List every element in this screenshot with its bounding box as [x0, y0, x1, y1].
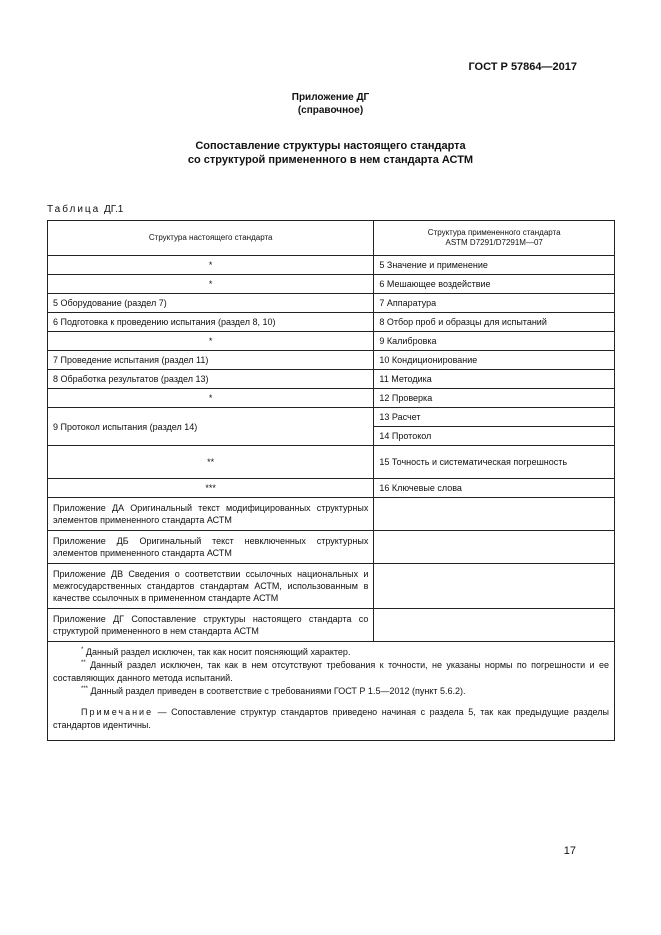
cell-left: 6 Подготовка к проведению испытания (раздел 8, 10): [48, 313, 374, 332]
cell-left: 9 Протокол испытания (раздел 14): [48, 408, 374, 446]
document-code: ГОСТ Р 57864—2017: [468, 61, 577, 73]
table-caption-label: Таблица: [47, 204, 101, 215]
table-notes-row: [48, 642, 615, 741]
table-caption-number: ДГ.1: [104, 204, 124, 215]
annex-title: [0, 140, 661, 167]
footnote-text: Данный раздел исключен, так как носит поясняющий характер.: [85, 647, 351, 657]
header-right-line-1: Структура примененного стандарта: [427, 228, 561, 237]
table-row: [48, 389, 615, 408]
cell-left: 7 Проведение испытания (раздел 11): [48, 351, 374, 370]
cell-right: 5 Значение и применение: [374, 256, 615, 275]
cell-left: Приложение ДВ Сведения о соответствии ссылочных национальных и межгосударственных стандартов стандартам АСТМ, использованным в качестве ссылочных в примененном стандарте АСТМ: [48, 564, 374, 609]
cell-left: *: [48, 332, 374, 351]
annex-title-line-1: Сопоставление структуры настоящего стандарта: [195, 140, 466, 152]
footnote: [53, 659, 609, 685]
cell-right: 6 Мешающее воздействие: [374, 275, 615, 294]
table-row: [48, 370, 615, 389]
annex-title-line-2: со структурой примененного в нем стандарта АСТМ: [187, 153, 474, 166]
table-row: [48, 294, 615, 313]
table-row: [48, 446, 615, 479]
annex-heading: [0, 91, 661, 117]
footnote-text: Данный раздел приведен в соответствие с требованиями ГОСТ Р 1.5—2012 (пункт 5.6.2).: [90, 686, 466, 696]
header-cell-left: Структура настоящего стандарта: [48, 221, 374, 256]
footnote: [53, 685, 609, 698]
table-row: [48, 479, 615, 498]
note-label: Примечание: [81, 707, 154, 717]
cell-left: *: [48, 389, 374, 408]
cell-right: 7 Аппаратура: [374, 294, 615, 313]
table-row: [48, 564, 615, 609]
cell-left: Приложение ДА Оригинальный текст модифицированных структурных элементов примененного стандарта АСТМ: [48, 498, 374, 531]
annex-status: (справочное): [297, 105, 364, 116]
cell-right: [374, 498, 615, 531]
cell-left: Приложение ДБ Оригинальный текст невключенных структурных элементов примененного стандарта АСТМ: [48, 531, 374, 564]
cell-right: [374, 564, 615, 609]
table-note: [53, 706, 609, 732]
table-row: [48, 609, 615, 642]
header-right-line-2: ASTM D7291/D7291M—07: [445, 238, 543, 247]
table-notes: [48, 642, 615, 741]
cell-left: 8 Обработка результатов (раздел 13): [48, 370, 374, 389]
table-row: [48, 275, 615, 294]
table-row: [48, 332, 615, 351]
cell-left: **: [48, 446, 374, 479]
table-row: [48, 256, 615, 275]
cell-right: 15 Точность и систематическая погрешность: [374, 446, 615, 479]
table-row: [48, 498, 615, 531]
cell-left: Приложение ДГ Сопоставление структуры настоящего стандарта со структурой примененного в нем стандарта АСТМ: [48, 609, 374, 642]
structure-comparison-table: [47, 220, 615, 741]
table-row: [48, 313, 615, 332]
cell-right: [374, 609, 615, 642]
footnote: [53, 646, 609, 659]
cell-right: 11 Методика: [374, 370, 615, 389]
page-number: 17: [563, 845, 576, 857]
cell-right: 16 Ключевые слова: [374, 479, 615, 498]
cell-left: *: [48, 275, 374, 294]
table-row: [48, 531, 615, 564]
cell-right: 9 Калибровка: [374, 332, 615, 351]
table-header-row: [48, 221, 615, 256]
table-caption: [47, 204, 123, 215]
footnote-mark: *: [81, 647, 84, 653]
footnote-mark: **: [81, 660, 86, 666]
footnote-mark: ***: [81, 686, 89, 692]
note-text: — Сопоставление структур стандартов приведено начиная с раздела 5, так как предыдущие разделы стандартов идентичны.: [53, 707, 609, 730]
cell-right: [374, 531, 615, 564]
table-row: [48, 351, 615, 370]
table-row: [48, 408, 615, 427]
annex-name: Приложение ДГ: [291, 92, 370, 103]
cell-right: 13 Расчет: [374, 408, 615, 427]
cell-left: *: [48, 256, 374, 275]
cell-right: 8 Отбор проб и образцы для испытаний: [374, 313, 615, 332]
header-cell-right: [374, 221, 615, 256]
footnote-text: Данный раздел исключен, так как в нем отсутствуют требования к точности, не указаны нормы по погрешности и ее составляющих данного метода испытаний.: [53, 660, 609, 683]
cell-left: ***: [48, 479, 374, 498]
cell-left: 5 Оборудование (раздел 7): [48, 294, 374, 313]
cell-right: 10 Кондиционирование: [374, 351, 615, 370]
cell-right: 14 Протокол: [374, 427, 615, 446]
cell-right: 12 Проверка: [374, 389, 615, 408]
